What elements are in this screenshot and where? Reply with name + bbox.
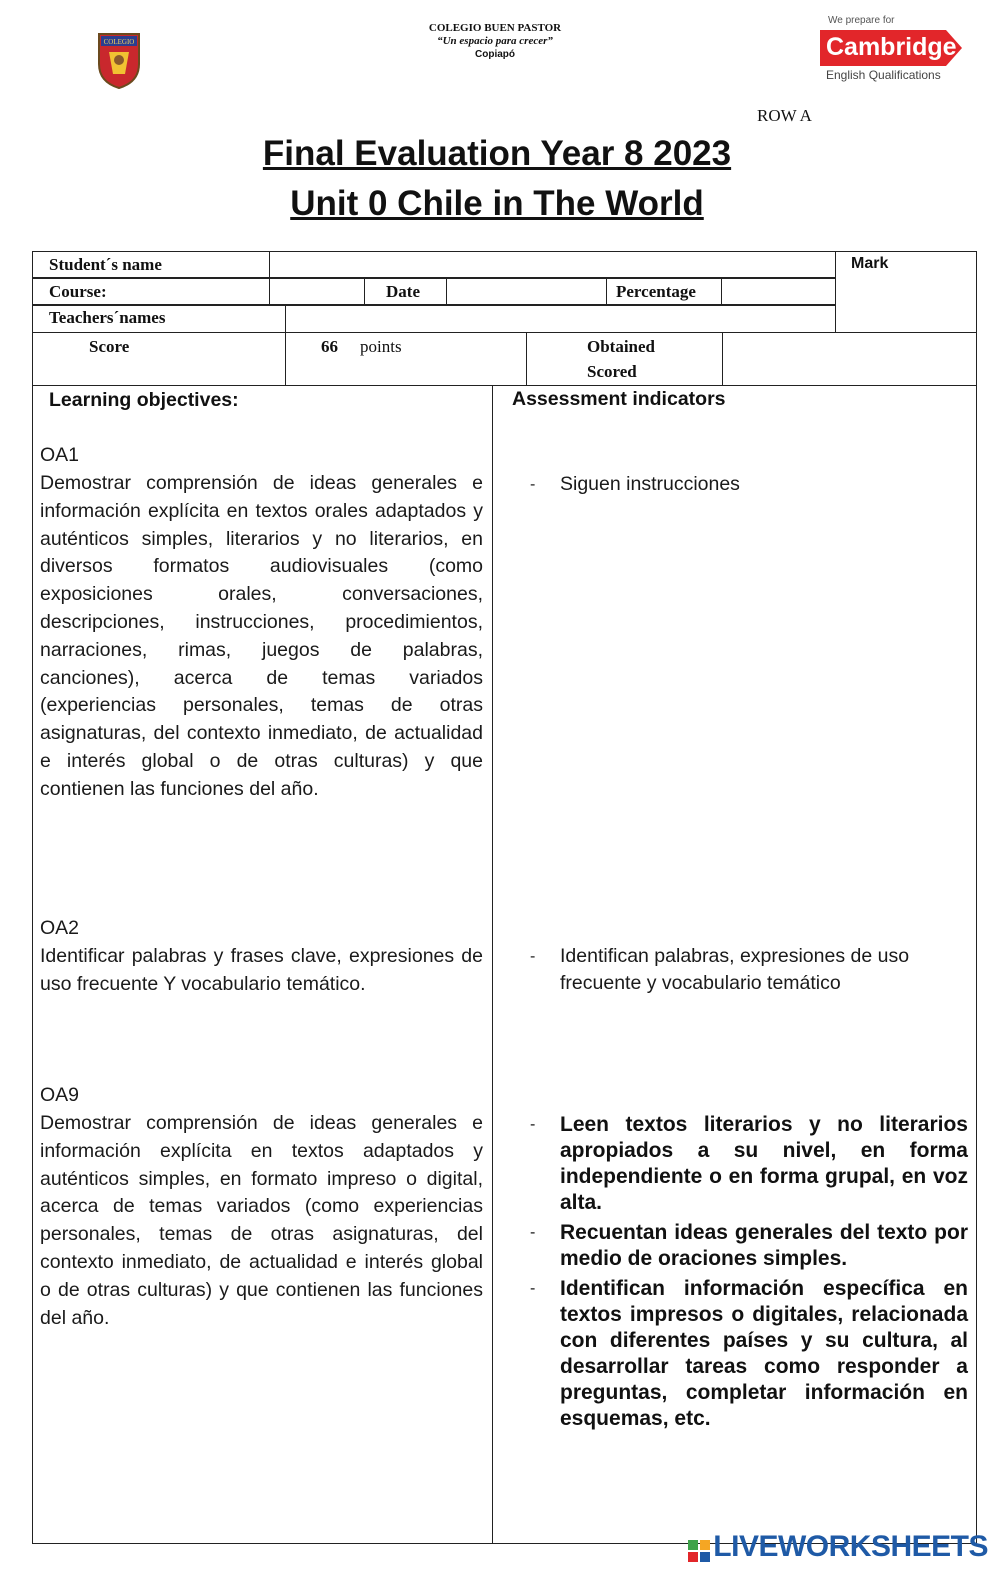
oa2-text: Identificar palabras y frases clave, expresiones de uso frecuente Y vocabulario temático. xyxy=(40,945,483,995)
indicator-list-bold xyxy=(530,1112,968,1436)
objectives-heading: Learning objectives: xyxy=(49,389,239,411)
bullet-dash: - xyxy=(530,476,536,493)
indicator-5 xyxy=(530,1276,968,1432)
liveworksheets-icon xyxy=(688,1536,710,1558)
bullet-dash: - xyxy=(530,1224,536,1241)
oa1-code: OA1 xyxy=(40,444,80,466)
indicator-1-text: Siguen instrucciones xyxy=(560,473,740,495)
cambridge-tagline: We prepare for xyxy=(828,15,895,26)
row-label: ROW A xyxy=(757,106,812,125)
percentage-label: Percentage xyxy=(616,282,696,301)
cambridge-brand: Cambridge xyxy=(826,33,957,61)
indicator-3 xyxy=(530,1112,968,1216)
course-label: Course: xyxy=(49,282,107,301)
bullet-dash: - xyxy=(530,1116,536,1133)
indicator-2-line-1: Identifican palabras, expresiones de uso xyxy=(560,945,910,967)
mark-label: Mark xyxy=(851,255,889,272)
scored-label: Scored xyxy=(587,362,637,381)
school-city: Copiapó xyxy=(475,49,515,60)
obtained-label: Obtained xyxy=(587,337,656,356)
oa9-code: OA9 xyxy=(40,1084,80,1106)
liveworksheets-watermark xyxy=(688,1530,988,1564)
oa9-text: Demostrar comprensión de ideas generales e información explícita en textos adaptados y auténticos simples, en formato impreso o digital, acerca de temas variados (como experiencias personales, temas de otras asignaturas, del contexto inmediato, de actualidad e interés global o de otras culturas) y que contienen las funciones del año. xyxy=(40,1112,483,1329)
title-line-1: Final Evaluation Year 8 2023 xyxy=(262,134,732,173)
bullet-dash: - xyxy=(530,948,536,965)
title-line-2: Unit 0 Chile in The World xyxy=(290,184,704,223)
school-header xyxy=(380,22,610,61)
indicator-5-text: Identifican información específica en textos impresos o digitales, relacionada con diferentes países y su cultura, al desarrollar tareas como responder a preguntas, completar información en esquemas, etc. xyxy=(560,1277,968,1430)
score-value: 66 xyxy=(321,337,338,356)
date-label: Date xyxy=(386,282,420,301)
school-logo xyxy=(95,28,143,90)
points-label: points xyxy=(360,337,402,356)
school-motto: “Un espacio para crecer” xyxy=(437,35,553,47)
liveworksheets-brand: LIVEWORKSHEETS xyxy=(713,1530,988,1563)
indicator-1 xyxy=(530,471,970,498)
teachers-label: Teachers´names xyxy=(49,308,166,327)
cambridge-sub: English Qualifications xyxy=(826,68,941,82)
indicator-4-text: Recuentan ideas generales del texto por medio de oraciones simples. xyxy=(560,1221,968,1270)
bullet-dash: - xyxy=(530,1280,536,1297)
school-name: COLEGIO BUEN PASTOR xyxy=(428,22,562,34)
oa2-code: OA2 xyxy=(40,917,80,939)
indicator-4 xyxy=(530,1220,968,1272)
indicators-heading: Assessment indicators xyxy=(512,388,726,410)
student-name-label: Student´s name xyxy=(49,255,162,274)
indicator-2-line-2: frecuente y vocabulario temático xyxy=(560,972,841,994)
cambridge-logo xyxy=(820,15,970,90)
indicator-2 xyxy=(530,943,970,997)
indicator-3-text: Leen textos literarios y no literarios apropiados a su nivel, en forma independiente o en forma grupal, en voz alta. xyxy=(560,1113,968,1214)
oa1-text: Demostrar comprensión de ideas generales e información explícita en textos orales adaptados y auténticos simples, literarios y no literarios, en diversos formatos audiovisuales (como exposiciones orales, conversaciones, descripciones, instrucciones, procedimientos, narraciones, rimas, juegos de palabras, canciones), acerca de temas variados (experiencias personales, temas de otras asignaturas, del contexto inmediato, de actualidad e interés global o de otras culturas) y que contienen las funciones del año. xyxy=(40,472,483,800)
score-label: Score xyxy=(89,337,130,356)
svg-text:COLEGIO: COLEGIO xyxy=(103,38,135,46)
